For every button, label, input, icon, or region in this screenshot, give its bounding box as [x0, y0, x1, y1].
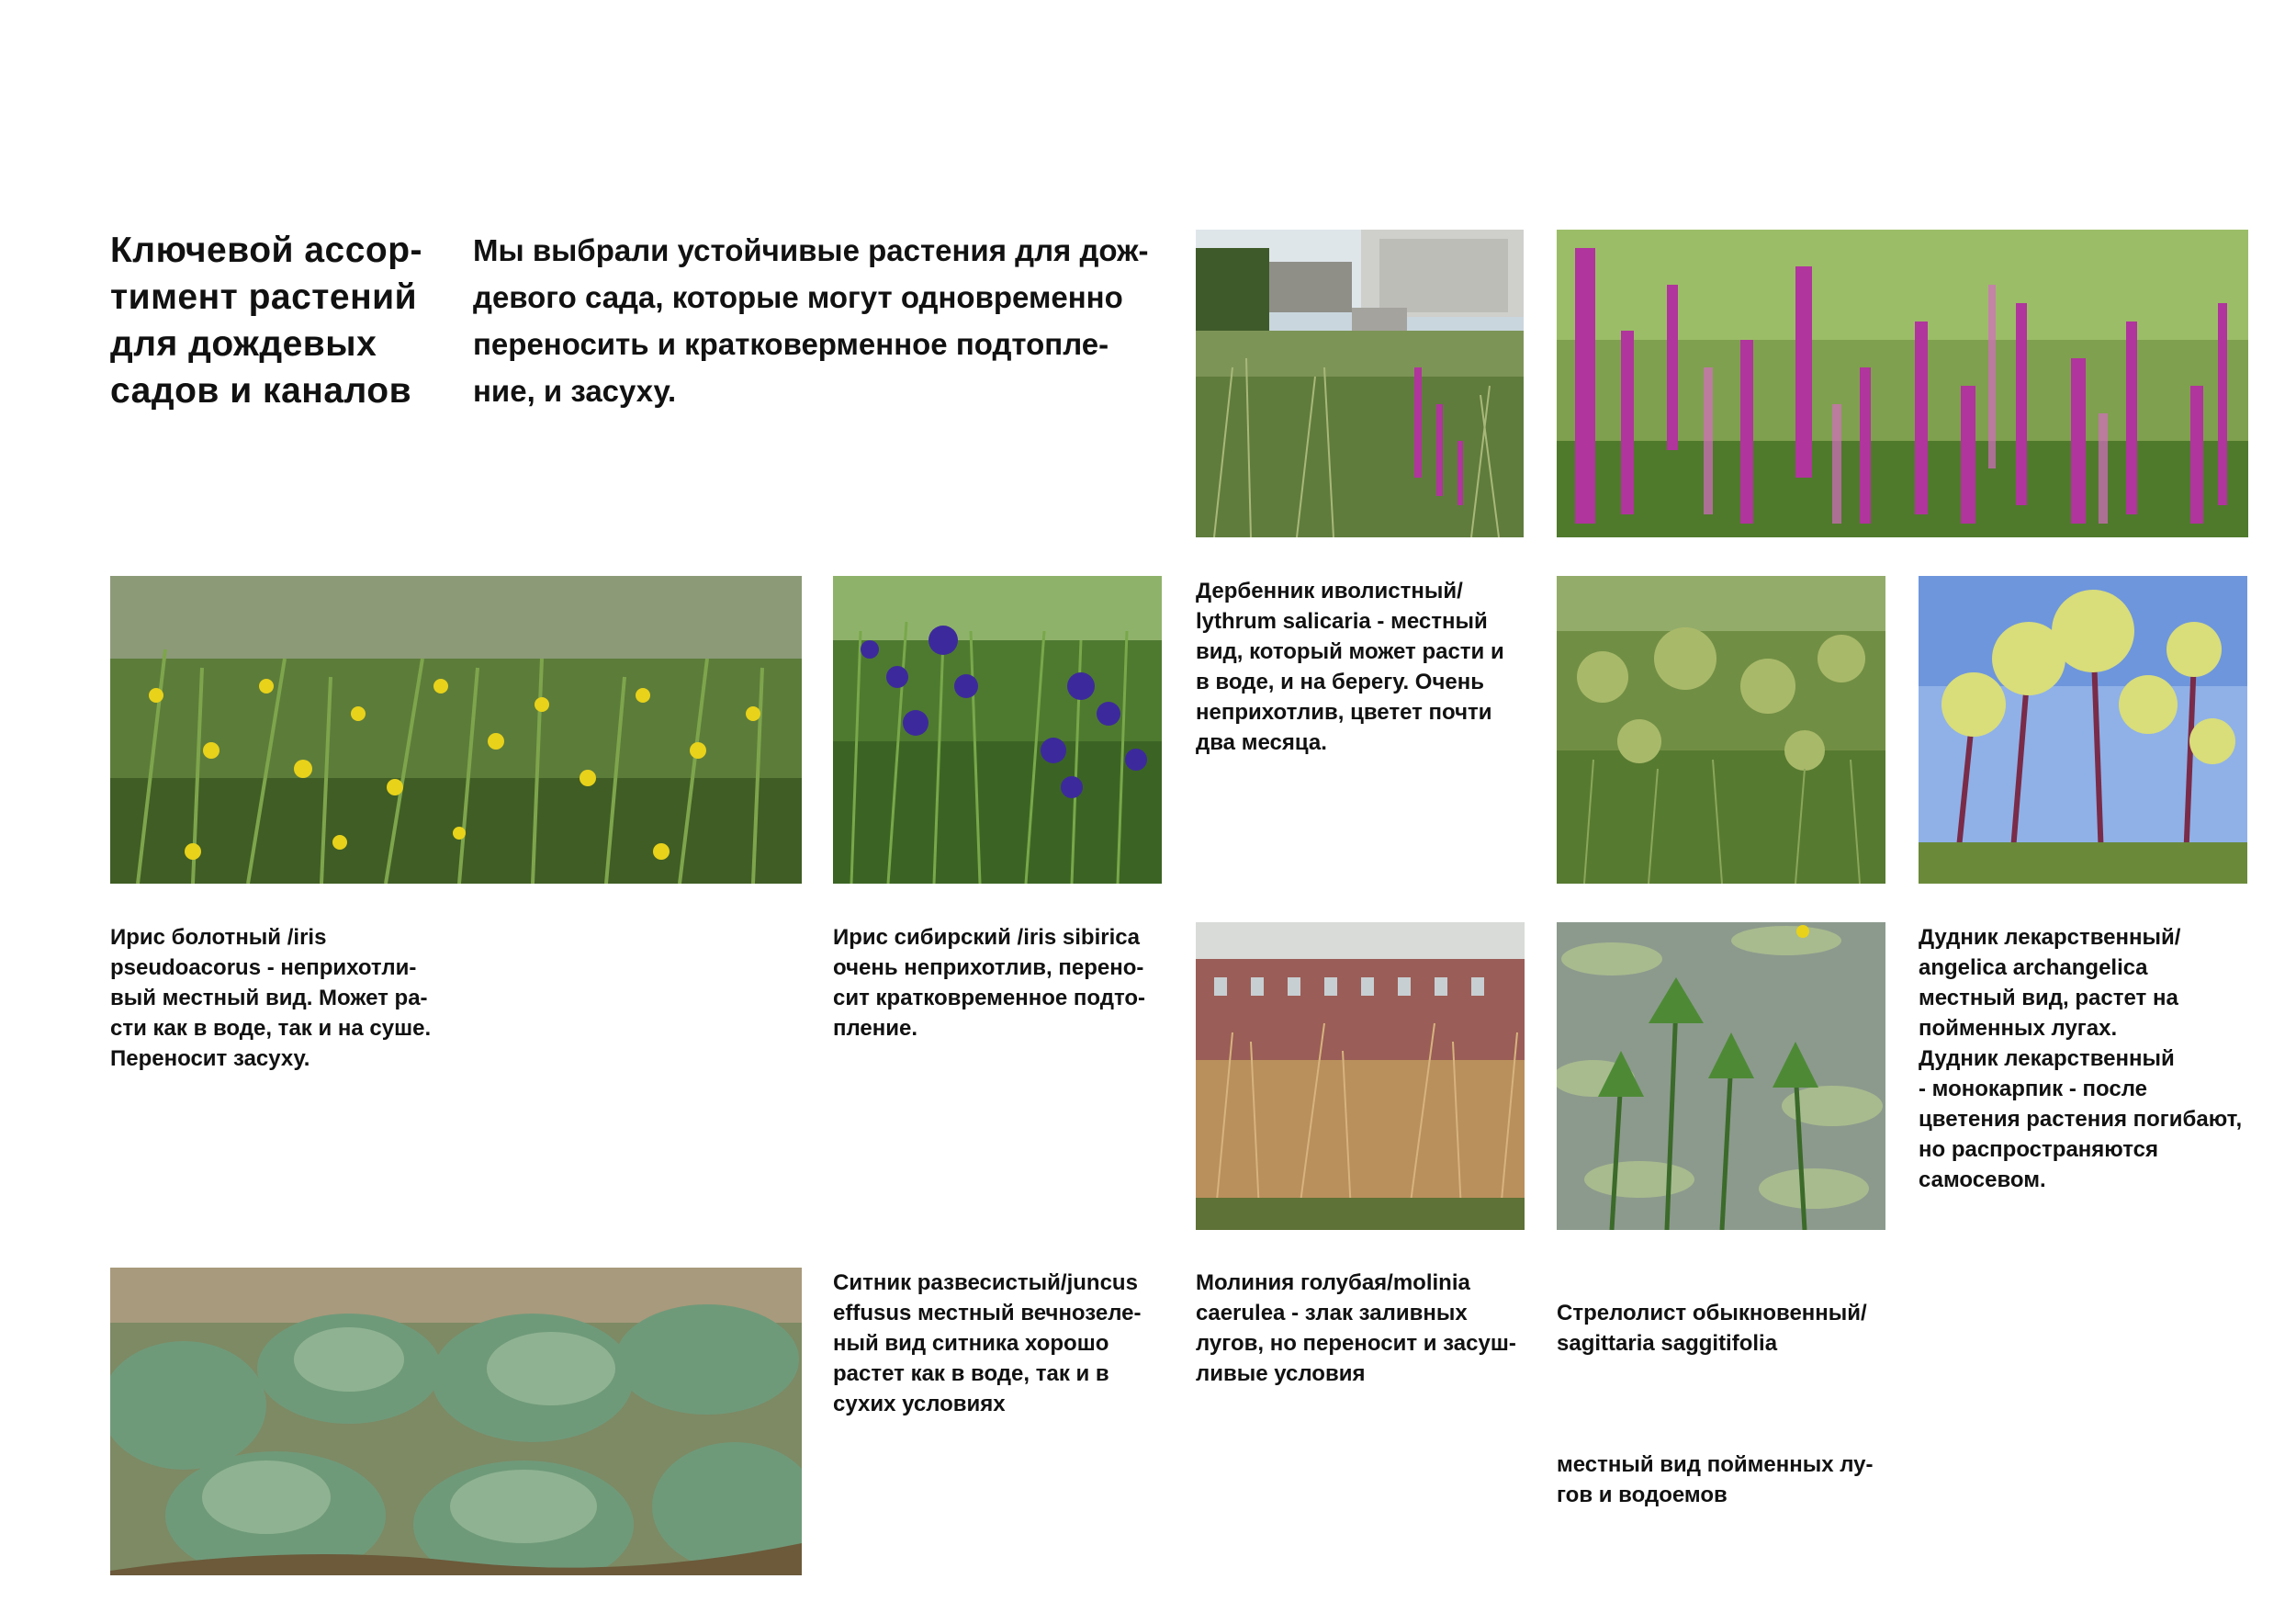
page-title: Ключевой ассор- тимент растений для дождевых садов и каналов — [110, 231, 423, 411]
photo-angelica — [1919, 576, 2247, 884]
photo-juncus — [110, 1268, 802, 1575]
caption-sagittaria-desc: местный вид пойменных лу- гов и водоемов — [1557, 1452, 1874, 1507]
photo-lythrum-waterfront — [1196, 230, 1524, 537]
photo-molinia — [1196, 922, 1525, 1230]
photo-sagittaria — [1557, 922, 1885, 1230]
caption-iris-sibirica: Ирис сибирский /iris sibirica очень неприхотлив, перено- сит кратковременное подто- пление. — [833, 925, 1146, 1041]
caption-molinia: Молиния голубая/molinia caerulea - злак заливных лугов, но переносит и засуш- ливые условия — [1196, 1270, 1516, 1386]
photo-iris-sibirica — [833, 576, 1162, 884]
caption-lythrum: Дербенник иволистный/ lythrum salicaria - местный вид, который может расти и в воде, и на берегу. Очень неприхотлив, цветет почти два месяца. — [1196, 579, 1504, 755]
caption-iris-pseudacorus: Ирис болотный /iris pseudoacorus - неприхотли- вый местный вид. Может ра- сти как в воде, так и на суше. Переносит засуху. — [110, 925, 432, 1071]
caption-angelica: Дудник лекарственный/ angelica archangelica местный вид, растет на пойменных лугах. Дудник лекарственный - монокарпик - после цветения растения погибают, но распространяются самосевом. — [1919, 925, 2243, 1192]
photo-iris-pseudacorus — [110, 576, 802, 884]
photo-meadow-grass — [1557, 576, 1885, 884]
caption-sagittaria-name: Стрелолист обыкновенный/ sagittaria saggitifolia — [1557, 1301, 1867, 1356]
photo-lythrum-meadow — [1557, 230, 2248, 537]
caption-sagittaria — [1557, 1268, 1906, 1540]
intro-text: Мы выбрали устойчивые растения для дож- девого сада, которые могут одновременно переносить и кратковерменное подтопле- ние, и засуху. — [473, 233, 1149, 408]
caption-juncus: Ситник развесистый/juncus effusus местный вечнозеле- ный вид ситника хорошо растет как в воде, так и в сухих условиях — [833, 1270, 1142, 1416]
